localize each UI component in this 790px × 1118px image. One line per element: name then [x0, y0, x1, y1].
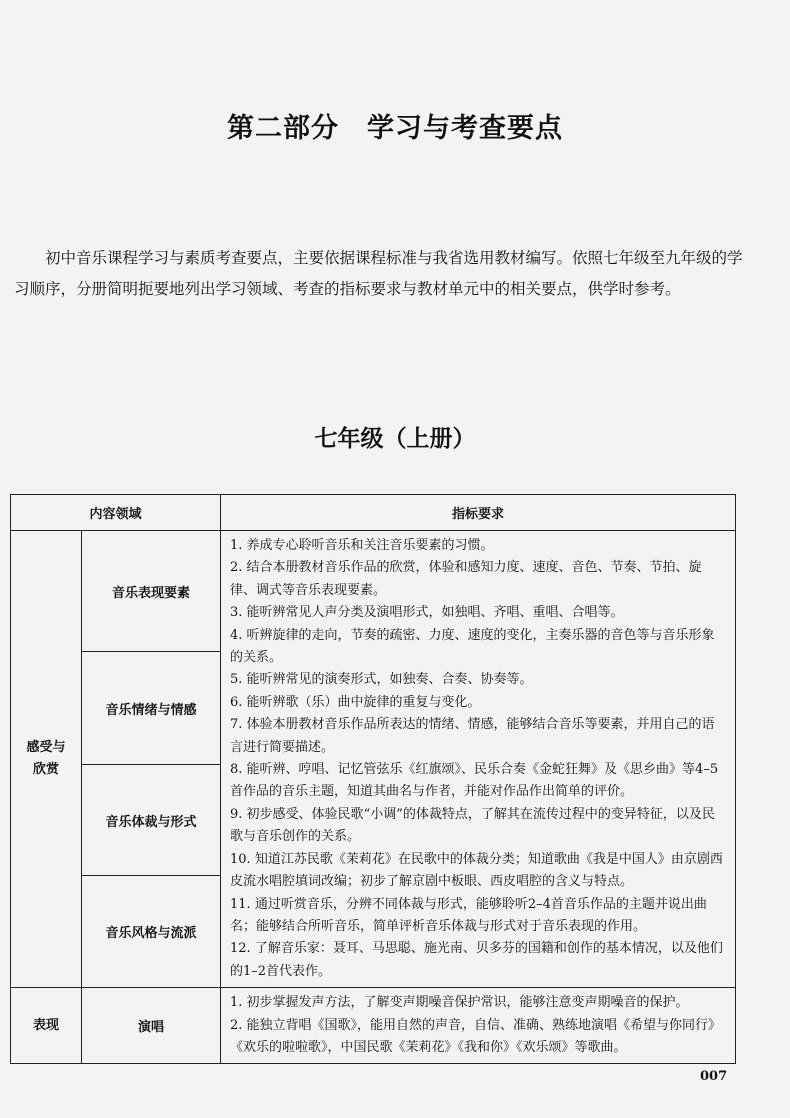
subarea-emotion: 音乐情绪与情感: [82, 652, 221, 765]
req-item: 5. 能听辨常见的演奏形式，如独奏、合奏、协奏等。: [230, 672, 533, 688]
intro-paragraph: [14, 243, 744, 305]
area-appreciation-label: 感受与欣赏: [26, 740, 66, 778]
req-item: 1. 养成专心聆听音乐和关注音乐要素的习惯。: [230, 538, 494, 553]
req-item: 7. 体验本册教材音乐作品所表达的情绪、情感，能够结合音乐等要素，并用自己的语言进行简要描述。: [230, 717, 715, 755]
part-title: 第二部分 学习与考查要点: [227, 113, 563, 144]
subarea-style: 音乐风格与流派: [82, 876, 221, 988]
page-number: 007: [700, 1069, 728, 1084]
req-item: 3. 能听辨常见人声分类及演唱形式，如独唱、齐唱、重唱、合唱等。: [230, 605, 624, 621]
header-requirements: 指标要求: [221, 495, 736, 531]
table-header-row: [11, 495, 736, 531]
subarea-singing: 演唱: [82, 988, 221, 1064]
req-item: 10. 知道江苏民歌《茉莉花》在民歌中的体裁分类；知道歌曲《我是中国人》由京剧西皮流水唱腔填词改编；初步了解京剧中板眼、西皮唱腔的含义与特点。: [230, 851, 723, 890]
requirements-table: [10, 494, 736, 1064]
grade-title: 七年级（上册）: [314, 425, 476, 452]
header-content-domain: 内容领域: [11, 495, 221, 531]
area-performance: 表现: [11, 988, 82, 1064]
req-item: 2. 能独立背唱《国歌》，能用自然的声音，自信、准确、熟练地演唱《希望与你同行》《欢乐的啦啦歌》，中国民歌《茉莉花》《我和你》《欢乐颂》等歌曲。: [230, 1017, 722, 1055]
req-item: 9. 初步感受、体验民歌“小调”的体裁特点，了解其在流传过程中的变异特征，以及民歌与音乐创作的关系。: [230, 806, 715, 845]
intro-text: 初中音乐课程学习与素质考查要点，主要依据课程标准与我省选用教材编写。依照七年级至九年级的学习顺序，分册简明扼要地列出学习领域、考查的指标要求与教材单元中的相关要点，供学时参考。: [14, 249, 743, 298]
requirements-performance: [221, 988, 736, 1064]
req-item: 12. 了解音乐家：聂耳、马思聪、施光南、贝多芬的国籍和创作的基本情况，以及他们的1–2首代表作。: [230, 941, 723, 979]
req-item: 11. 通过听赏音乐，分辨不同体裁与形式，能够聆听2–4首音乐作品的主题并说出曲名；能够结合所听音乐，简单评析音乐体裁与形式对于音乐表现的作用。: [230, 896, 707, 934]
requirements-appreciation: [221, 531, 736, 988]
table-row: [11, 988, 736, 1064]
req-item: 2. 结合本册教材音乐作品的欣赏，体验和感知力度、速度、音色、节奏、节拍、旋律、调式等音乐表现要素。: [230, 560, 702, 598]
req-item: 8. 能听辨、哼唱、记忆管弦乐《红旗颂》、民乐合奏《金蛇狂舞》及《思乡曲》等4–5首作品的音乐主题，知道其曲名与作者，并能对作品作出简单的评价。: [230, 762, 719, 800]
table-row: [11, 531, 736, 652]
subarea-genre: 音乐体裁与形式: [82, 764, 221, 876]
req-item: 6. 能听辨歌（乐）曲中旋律的重复与变化。: [230, 694, 481, 710]
req-item: 1. 初步掌握发声方法，了解变声期噪音保护常识，能够注意变声期噪音的保护。: [230, 995, 689, 1011]
area-appreciation: [11, 531, 82, 988]
subarea-elements: 音乐表现要素: [82, 531, 221, 652]
req-item: 4. 听辨旋律的走向，节奏的疏密、力度、速度的变化，主奏乐器的音色等与音乐形象的关系。: [230, 627, 715, 666]
